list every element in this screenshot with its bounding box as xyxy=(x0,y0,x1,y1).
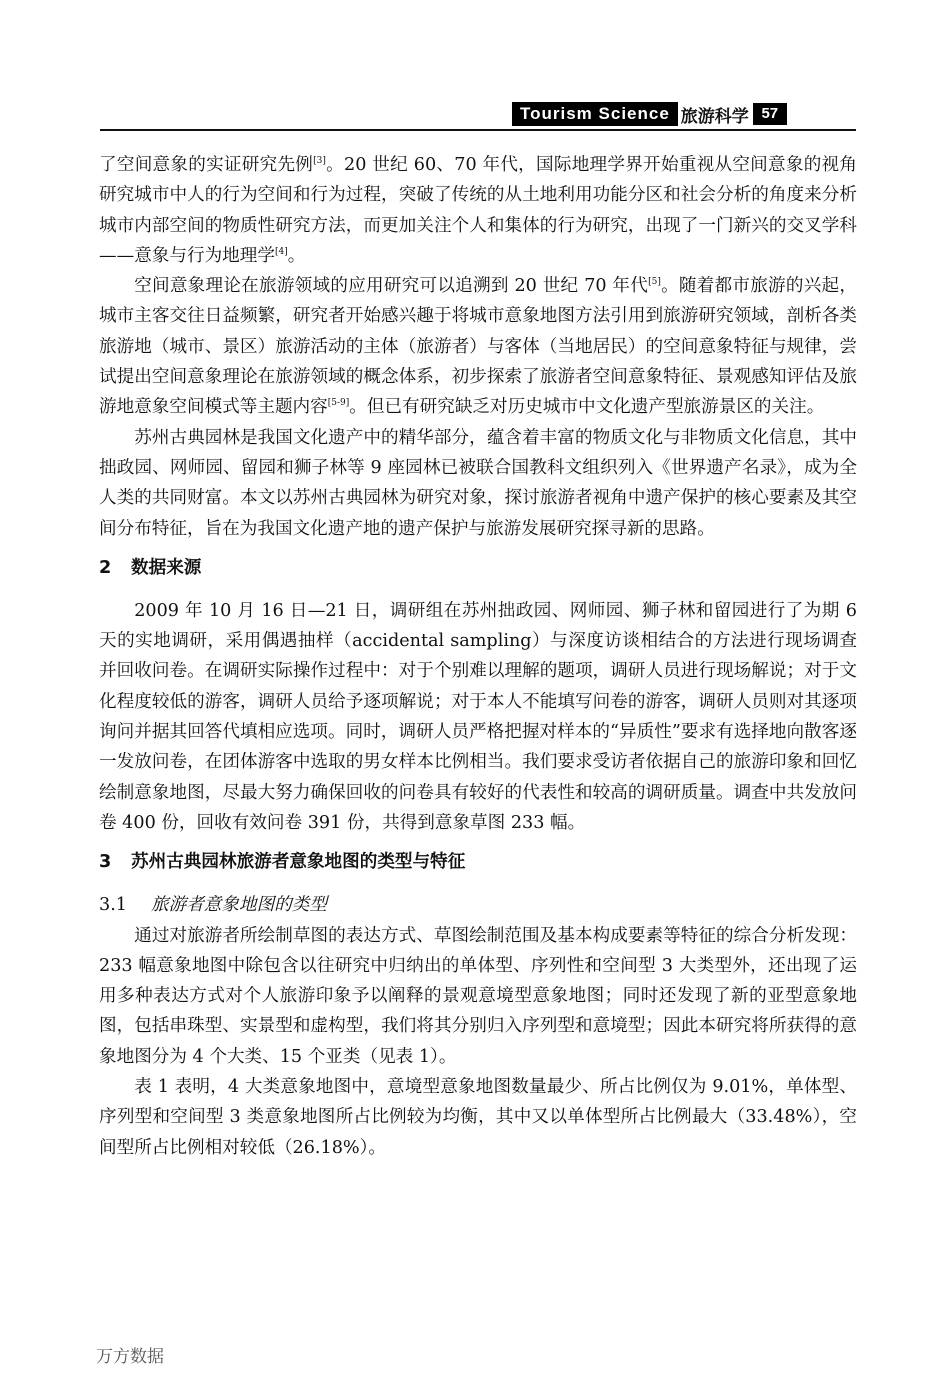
page-number: 57 xyxy=(753,103,787,125)
text-run: 。随着都市旅游的兴起，城市主客交往日益频繁，研究者开始感兴趣于将城市意象地图方法引用到旅游研究领域，剖析各类旅游地（城市、景区）旅游活动的主体（旅游者）与客体（当地居民）的空间意象特征与规律，尝试提出空间意象理论在旅游领域的概念体系，初步探索了旅游者空间意象特征、景观感知评估及旅游地意象空间模式等主题内容 xyxy=(99,276,857,418)
section-title: 苏州古典园林旅游者意象地图的类型与特征 xyxy=(131,852,466,873)
paragraph xyxy=(99,150,857,271)
header-rule xyxy=(100,129,856,131)
citation: [3] xyxy=(313,156,326,166)
section-title: 数据来源 xyxy=(131,557,202,578)
paragraph: 通过对旅游者所绘制草图的表达方式、草图绘制范围及基本构成要素等特征的综合分析发现：233 幅意象地图中除包含以往研究中归纳出的单体型、序列性和空间型 3 大类型外，还出现了运用多种表达方式对个人旅游印象予以阐释的景观意境型意象地图；同时还发现了新的亚型意象地图，包括串珠型、实景型和虚构型，我们将其分别归入序列型和意境型；因此本研究将所获得的意象地图分为 4 个大类、15 个亚类（见表 1）。 xyxy=(99,925,857,1067)
subsection-title: 旅游者意象地图的类型 xyxy=(151,895,327,916)
text-run: 。20 世纪 60、70 年代，国际地理学界开始重视从空间意象的视角研究城市中人的行为空间和行为过程，突破了传统的从土地利用功能分区和社会分析的角度来分析城市内部空间的物质性研究方法，而更加关注个人和集体的行为研究，出现了一门新兴的交叉学科——意象与行为地理学 xyxy=(99,155,857,266)
watermark: 万方数据 xyxy=(96,1347,164,1367)
section-heading xyxy=(99,850,857,874)
section-number: 3 xyxy=(99,852,112,873)
subsection-heading xyxy=(99,890,857,920)
citation: [5-9] xyxy=(327,398,350,409)
text-run: 。但已有研究缺乏对历史城市中文化遗产型旅游景区的关注。 xyxy=(349,397,825,418)
text-run: 了空间意象的实证研究先例 xyxy=(99,155,314,175)
running-header xyxy=(512,102,787,126)
paragraph: 2009 年 10 月 16 日—21 日，调研组在苏州拙政园、网师园、狮子林和留园进行了为期 6 天的实地调研，采用偶遇抽样（accidental sampling）与深度访谈相结合的方法进行现场调查并回收问卷。在调研实际操作过程中：对于个别难以理解的题项，调研人员进行现场解说；对于文化程度较低的游客，调研人员给予逐项解说；对于本人不能填写问卷的游客，调研人员则对其逐项询问并据其回答代填相应选项。同时，调研人员严格把握对样本的“异质性”要求有选择地向散客逐一发放问卷，在团体游客中选取的男女样本比例相当。我们要求受访者依据自己的旅游印象和回忆绘制意象地图，尽最大努力确保回收的问卷具有较好的代表性和较高的调研质量。调查中共发放问卷 400 份，回收有效问卷 391 份，共得到意象草图 233 幅。 xyxy=(99,600,857,833)
citation: [4] xyxy=(274,246,288,257)
article-body xyxy=(99,150,857,1163)
journal-name-en: Tourism Science xyxy=(512,102,678,126)
subsection-number: 3.1 xyxy=(99,895,127,916)
paragraph xyxy=(99,271,857,422)
citation: [5] xyxy=(648,277,661,288)
journal-name-cn: 旅游科学 xyxy=(680,106,749,127)
text-run: 空间意象理论在旅游领域的应用研究可以追溯到 20 世纪 70 年代 xyxy=(134,276,649,297)
section-number: 2 xyxy=(99,557,112,578)
paragraph: 表 1 表明，4 大类意象地图中，意境型意象地图数量最少、所占比例仅为 9.01%，单体型、序列型和空间型 3 类意象地图所占比例较为均衡，其中又以单体型所占比例最大（33.48%），空间型所占比例相对较低（26.18%）。 xyxy=(99,1077,857,1158)
section-heading xyxy=(99,556,857,580)
text-run: 。 xyxy=(287,245,306,266)
paragraph: 苏州古典园林是我国文化遗产中的精华部分，蕴含着丰富的物质文化与非物质文化信息，其中拙政园、网师园、留园和狮子林等 9 座园林已被联合国教科文组织列入《世界遗产名录》，成为全人类的共同财富。本文以苏州古典园林为研究对象，探讨旅游者视角中遗产保护的核心要素及其空间分布特征，旨在为我国文化遗产地的遗产保护与旅游发展研究探寻新的思路。 xyxy=(99,427,857,539)
